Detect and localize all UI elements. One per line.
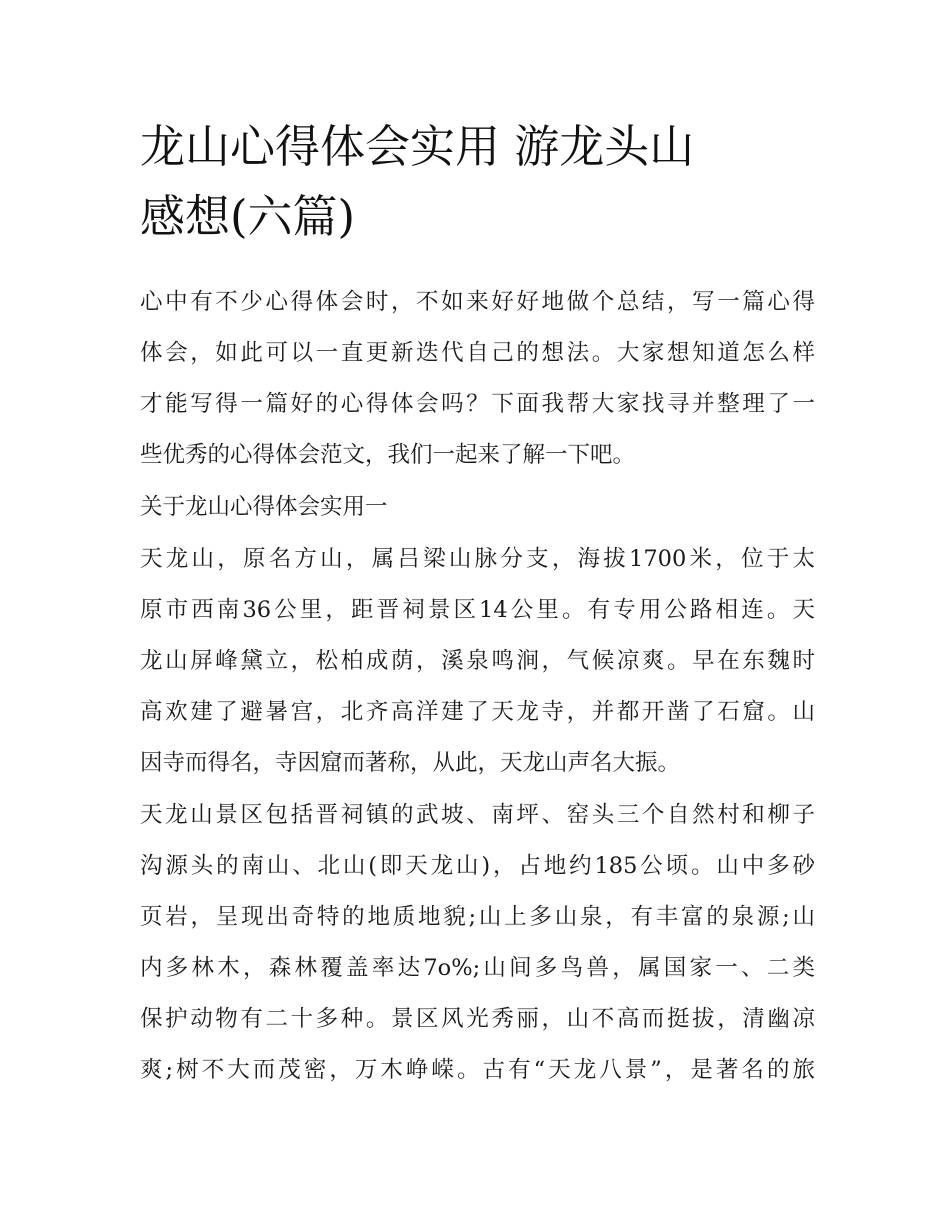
paragraph-1: [140, 534, 815, 789]
title-line-1: 龙山心得体会实用 游龙头山: [140, 120, 695, 173]
intro-line: 心中有不少心得体会时，不如来好好地做个总结，写一篇心得: [140, 289, 815, 315]
paragraph-line: 保护动物有二十多种。景区风光秀丽，山不高而挺拔，清幽凉: [140, 1006, 815, 1032]
paragraph-line: 爽;树不大而茂密，万木峥嵘。古有“天龙八景”，是著名的旅: [140, 1057, 815, 1083]
title-line-2: 感想(六篇): [140, 190, 356, 243]
paragraph-line: 页岩，呈现出奇特的地质地貌;山上多山泉，有丰富的泉源;山: [140, 904, 815, 930]
paragraph-line: 龙山屏峰黛立，松柏成荫，溪泉鸣涧，气候凉爽。早在东魏时: [140, 648, 815, 674]
intro-paragraph: [140, 277, 815, 481]
intro-line: 体会，如此可以一直更新迭代自己的想法。大家想知道怎么样: [140, 340, 815, 366]
document-title: [140, 112, 780, 252]
paragraph-line: 高欢建了避暑宫，北齐高洋建了天龙寺，并都开凿了石窟。山: [140, 699, 815, 725]
paragraph-line: 因寺而得名，寺因窟而著称，从此，天龙山声名大振。: [140, 750, 681, 776]
paragraph-line: 原市西南36公里，距晋祠景区14公里。有专用公路相连。天: [140, 597, 815, 623]
paragraph-2: [140, 790, 815, 1096]
paragraph-line: 沟源头的南山、北山(即天龙山)，占地约185公顷。山中多砂: [140, 853, 815, 879]
paragraph-line: 天龙山景区包括晋祠镇的武坡、南坪、窑头三个自然村和柳子: [140, 802, 815, 828]
paragraph-line: 内多林木，森林覆盖率达7o%;山间多鸟兽，属国家一、二类: [140, 955, 815, 981]
paragraph-line: 天龙山，原名方山，属吕梁山脉分支，海拔1700米，位于太: [140, 546, 815, 572]
section-heading-block: [140, 482, 815, 533]
document-body: [140, 277, 815, 1097]
section-heading: 关于龙山心得体会实用一: [140, 494, 388, 520]
intro-line: 才能写得一篇好的心得体会吗？下面我帮大家找寻并整理了一: [140, 391, 815, 417]
intro-line: 些优秀的心得体会范文，我们一起来了解一下吧。: [140, 442, 636, 468]
